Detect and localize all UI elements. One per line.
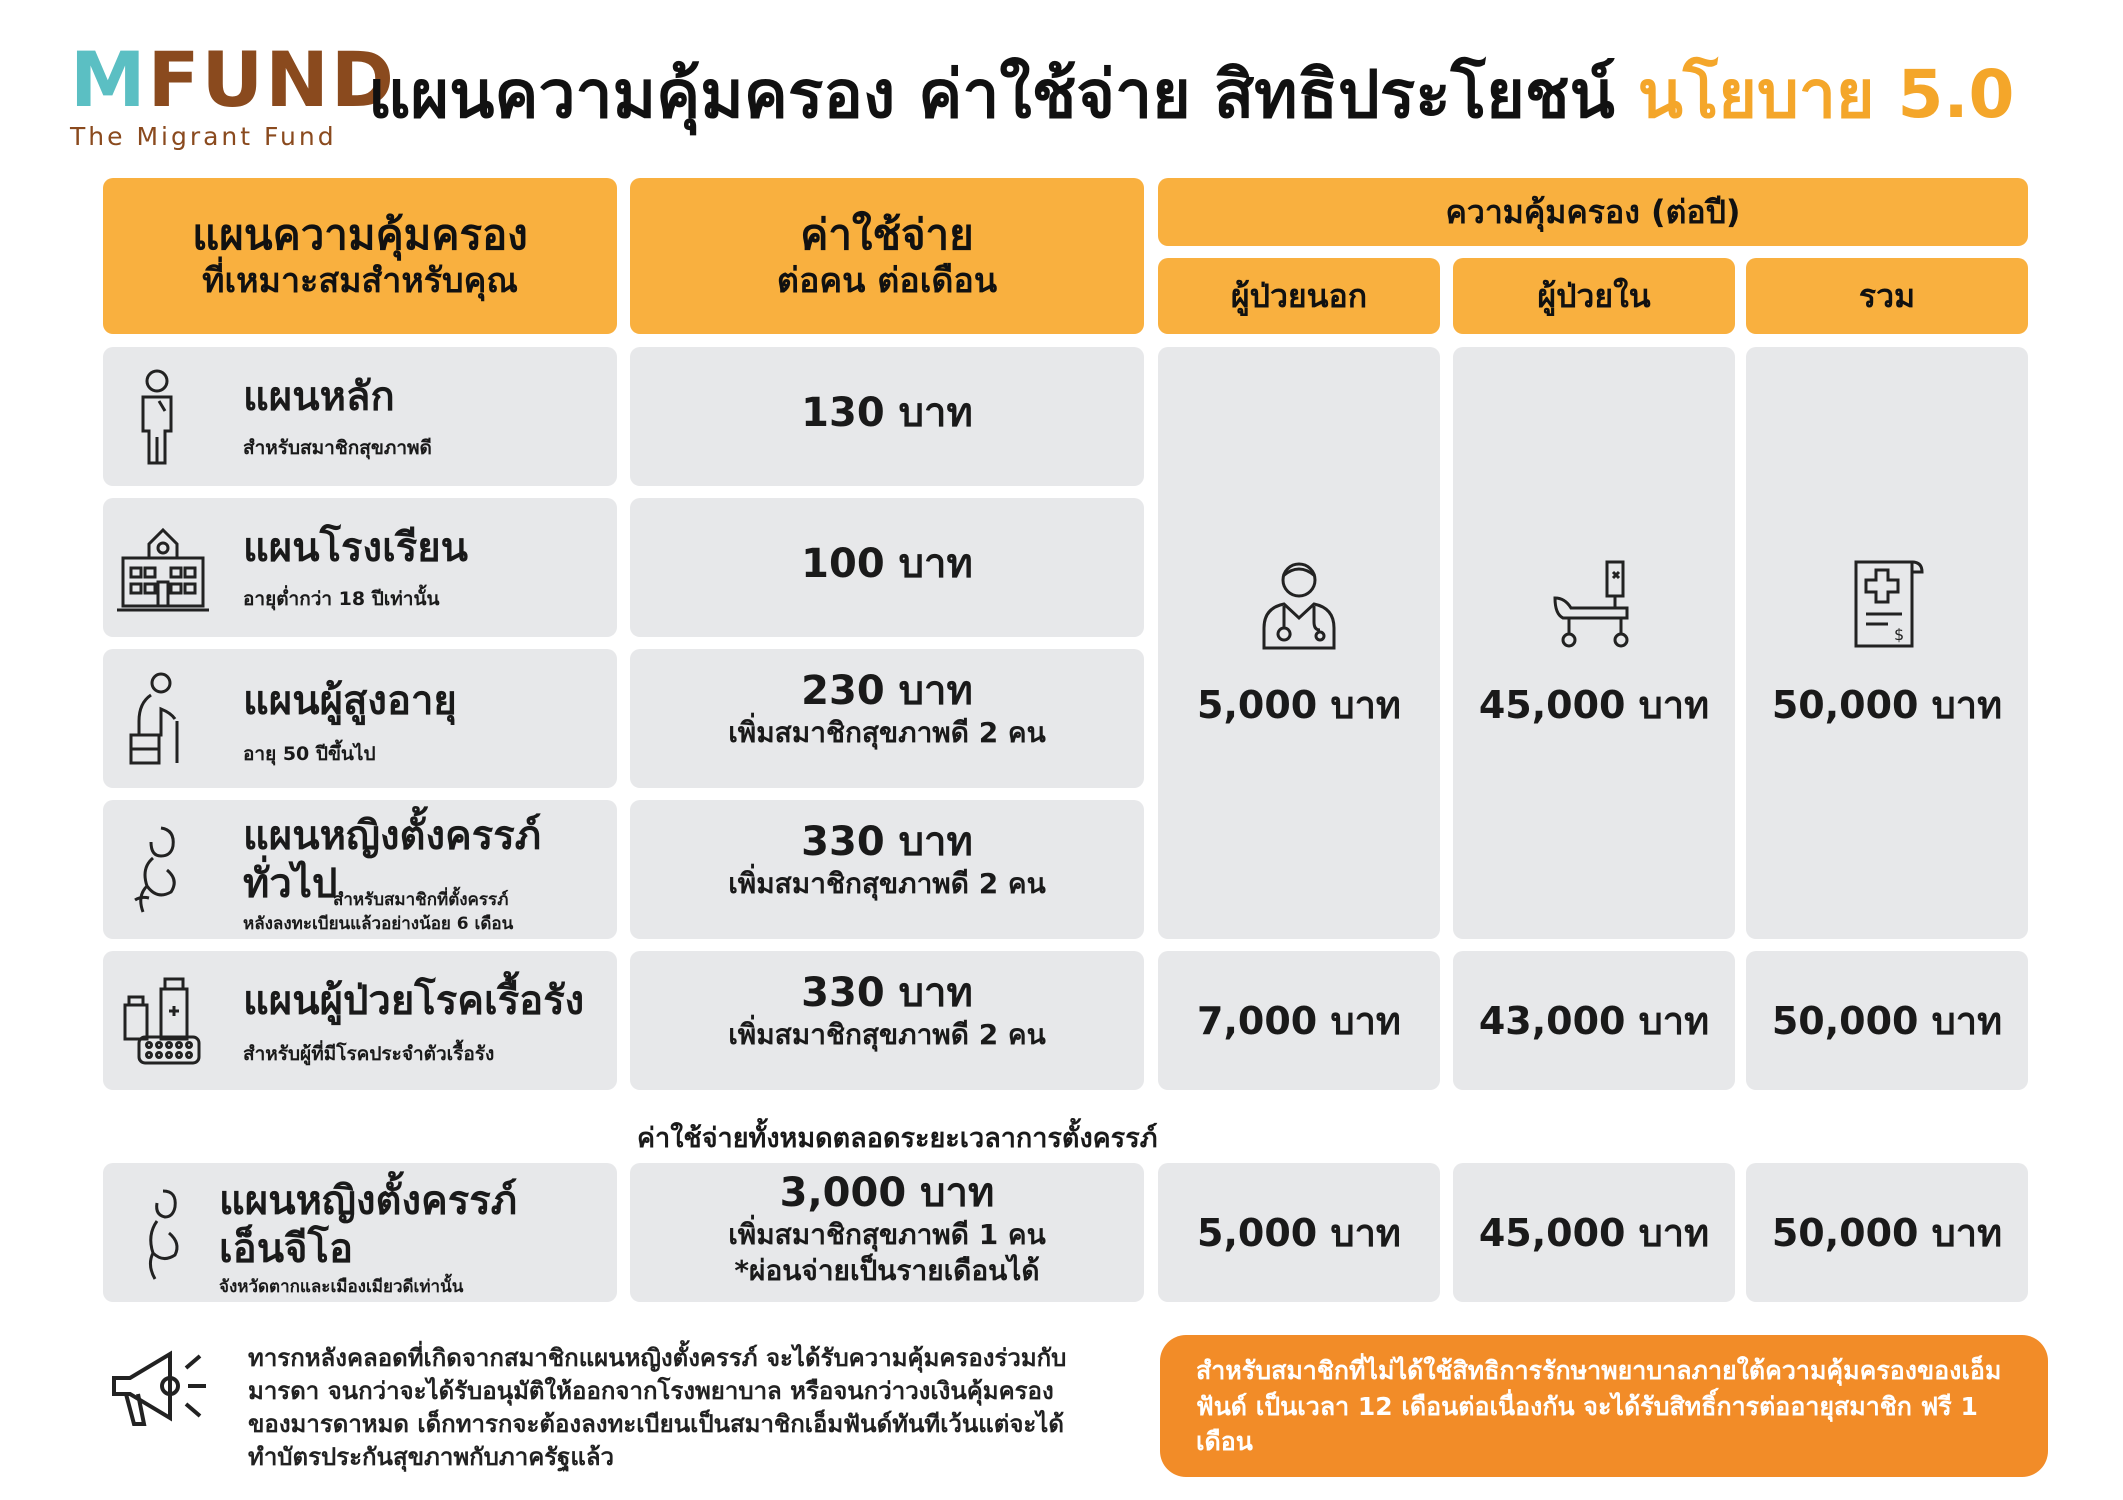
plan-row-main bbox=[103, 347, 617, 486]
plan-desc: อายุต่ำกว่า 18 ปีเท่านั้น bbox=[243, 588, 440, 610]
coverage-amount: 45,000 บาท bbox=[1478, 1211, 1710, 1255]
header-inpatient: ผู้ป่วยใน bbox=[1453, 258, 1735, 334]
header-total: รวม bbox=[1746, 258, 2028, 334]
logo: MFUND bbox=[70, 35, 396, 124]
cost-row-elderly bbox=[630, 649, 1144, 788]
cost-extra: เพิ่มสมาชิกสุขภาพดี 2 คน bbox=[728, 1018, 1046, 1051]
coverage-amount: 45,000 บาท bbox=[1478, 682, 1710, 727]
cost-value: 130 บาท bbox=[801, 390, 973, 436]
coverage-outpatient-chronic bbox=[1158, 951, 1440, 1090]
plan-name-line2: ทั่วไป bbox=[243, 861, 338, 907]
medical-bill-icon bbox=[1842, 552, 1932, 652]
newborn-coverage-note: ทารกหลังคลอดที่เกิดจากสมาชิกแผนหญิงตั้งครรภ์ จะได้รับความคุ้มครองร่วมกับมารดา จนกว่าจะได้รับอนุมัติให้ออกจากโรงพยาบาล หรือจนกว่าวงเงินคุ้มครองของมารดาหมด เด็กทารกจะต้องลงทะเบียนเป็นสมาชิกเอ็มฟันด์ทันทีเว้นแต่จะได้ทำบัตรประกันสุขภาพกับภาครัฐแล้ว bbox=[248, 1344, 1067, 1472]
cost-extra: เพิ่มสมาชิกสุขภาพดี 2 คน bbox=[728, 716, 1046, 749]
megaphone-icon bbox=[104, 1338, 212, 1438]
cost-extra: เพิ่มสมาชิกสุขภาพดี 2 คน bbox=[728, 867, 1046, 900]
cost-row-pregnancy-ngo bbox=[630, 1163, 1144, 1302]
plan-name-line2: เอ็นจีโอ bbox=[219, 1226, 353, 1272]
coverage-total-ngo bbox=[1746, 1163, 2028, 1302]
hospital-bed-icon bbox=[1549, 552, 1639, 652]
pregnant-ngo-icon bbox=[139, 1183, 203, 1283]
plan-row-pregnancy bbox=[103, 800, 617, 939]
coverage-amount: 5,000 บาท bbox=[1197, 682, 1401, 727]
school-icon bbox=[115, 518, 211, 618]
coverage-amount: 5,000 บาท bbox=[1197, 1211, 1401, 1255]
cost-value: 3,000 บาท bbox=[779, 1170, 995, 1216]
title-accent: นโยบาย 5.0 bbox=[1637, 56, 2015, 133]
plan-row-pregnancy-ngo bbox=[103, 1163, 617, 1302]
cost-installment-note: *ผ่อนจ่ายเป็นรายเดือนได้ bbox=[734, 1254, 1040, 1288]
header-outpatient: ผู้ป่วยนอก bbox=[1158, 258, 1440, 334]
coverage-outpatient-ngo bbox=[1158, 1163, 1440, 1302]
logo-tagline: The Migrant Fund bbox=[70, 122, 337, 151]
header-coverage: ความคุ้มครอง (ต่อปี) bbox=[1158, 178, 2028, 246]
coverage-amount: 50,000 บาท bbox=[1771, 999, 2003, 1043]
coverage-amount: 43,000 บาท bbox=[1478, 999, 1710, 1043]
plan-name: แผนหญิงตั้งครรภ์ bbox=[219, 1178, 518, 1224]
plan-name: แผนโรงเรียน bbox=[243, 525, 468, 571]
cost-row-chronic bbox=[630, 951, 1144, 1090]
plan-desc: สำหรับสมาชิกที่ตั้งครรภ์ bbox=[333, 890, 509, 910]
plan-desc: สำหรับสมาชิกสุขภาพดี bbox=[243, 437, 432, 459]
coverage-total-shared bbox=[1746, 347, 2028, 939]
coverage-total-chronic bbox=[1746, 951, 2028, 1090]
cost-row-school bbox=[630, 498, 1144, 637]
cost-value: 230 บาท bbox=[801, 668, 973, 714]
svg-text:$: $ bbox=[1894, 624, 1905, 644]
person-icon bbox=[121, 367, 193, 467]
cost-row-pregnancy bbox=[630, 800, 1144, 939]
plan-row-chronic bbox=[103, 951, 617, 1090]
plan-row-school bbox=[103, 498, 617, 637]
plan-desc: อายุ 50 ปีขึ้นไป bbox=[243, 743, 376, 765]
header-plan: แผนความคุ้มครอง ที่เหมาะสมสำหรับคุณ bbox=[103, 178, 617, 334]
cost-extra: เพิ่มสมาชิกสุขภาพดี 1 คน bbox=[728, 1218, 1046, 1251]
coverage-amount: 50,000 บาท bbox=[1771, 682, 2003, 727]
plan-desc-line2: หลังลงทะเบียนแล้วอย่างน้อย 6 เดือน bbox=[243, 914, 514, 934]
plan-name: แผนผู้ป่วยโรคเรื้อรัง bbox=[243, 978, 585, 1024]
cost-value: 330 บาท bbox=[801, 970, 973, 1016]
elderly-icon bbox=[121, 669, 193, 769]
header-cost: ค่าใช้จ่าย ต่อคน ต่อเดือน bbox=[630, 178, 1144, 334]
coverage-amount: 7,000 บาท bbox=[1197, 999, 1401, 1043]
plan-name: แผนหญิงตั้งครรภ์ bbox=[243, 813, 542, 859]
cost-row-main bbox=[630, 347, 1144, 486]
free-renewal-note: สำหรับสมาชิกที่ไม่ได้ใช้สิทธิการรักษาพยาบาลภายใต้ความคุ้มครองของเอ็มฟันด์ เป็นเวลา 12 เดือนต่อเนื่องกัน จะได้รับสิทธิ์การต่ออายุสมาชิก ฟรี 1 เดือน bbox=[1160, 1335, 2048, 1477]
doctor-icon bbox=[1254, 552, 1344, 652]
cost-value: 100 บาท bbox=[801, 541, 973, 587]
coverage-inpatient-shared bbox=[1453, 347, 1735, 939]
plan-row-elderly bbox=[103, 649, 617, 788]
plan-name: แผนผู้สูงอายุ bbox=[243, 678, 457, 724]
plan-desc: จังหวัดตากและเมืองเมียวดีเท่านั้น bbox=[219, 1277, 464, 1297]
cost-value: 330 บาท bbox=[801, 819, 973, 865]
coverage-inpatient-ngo bbox=[1453, 1163, 1735, 1302]
pregnant-icon bbox=[121, 820, 193, 920]
coverage-inpatient-chronic bbox=[1453, 951, 1735, 1090]
page-title: แผนความคุ้มครอง ค่าใช้จ่าย สิทธิประโยชน์ นโยบาย 5.0 bbox=[368, 56, 2015, 133]
coverage-outpatient-shared bbox=[1158, 347, 1440, 939]
plan-name: แผนหลัก bbox=[243, 374, 395, 420]
plan-desc: สำหรับผู้ที่มีโรคประจำตัวเรื้อรัง bbox=[243, 1043, 495, 1065]
medicine-icon bbox=[117, 971, 207, 1071]
pregnancy-cost-note: ค่าใช้จ่ายทั้งหมดตลอดระยะเวลาการตั้งครรภ์ bbox=[637, 1123, 1158, 1154]
coverage-amount: 50,000 บาท bbox=[1771, 1211, 2003, 1255]
